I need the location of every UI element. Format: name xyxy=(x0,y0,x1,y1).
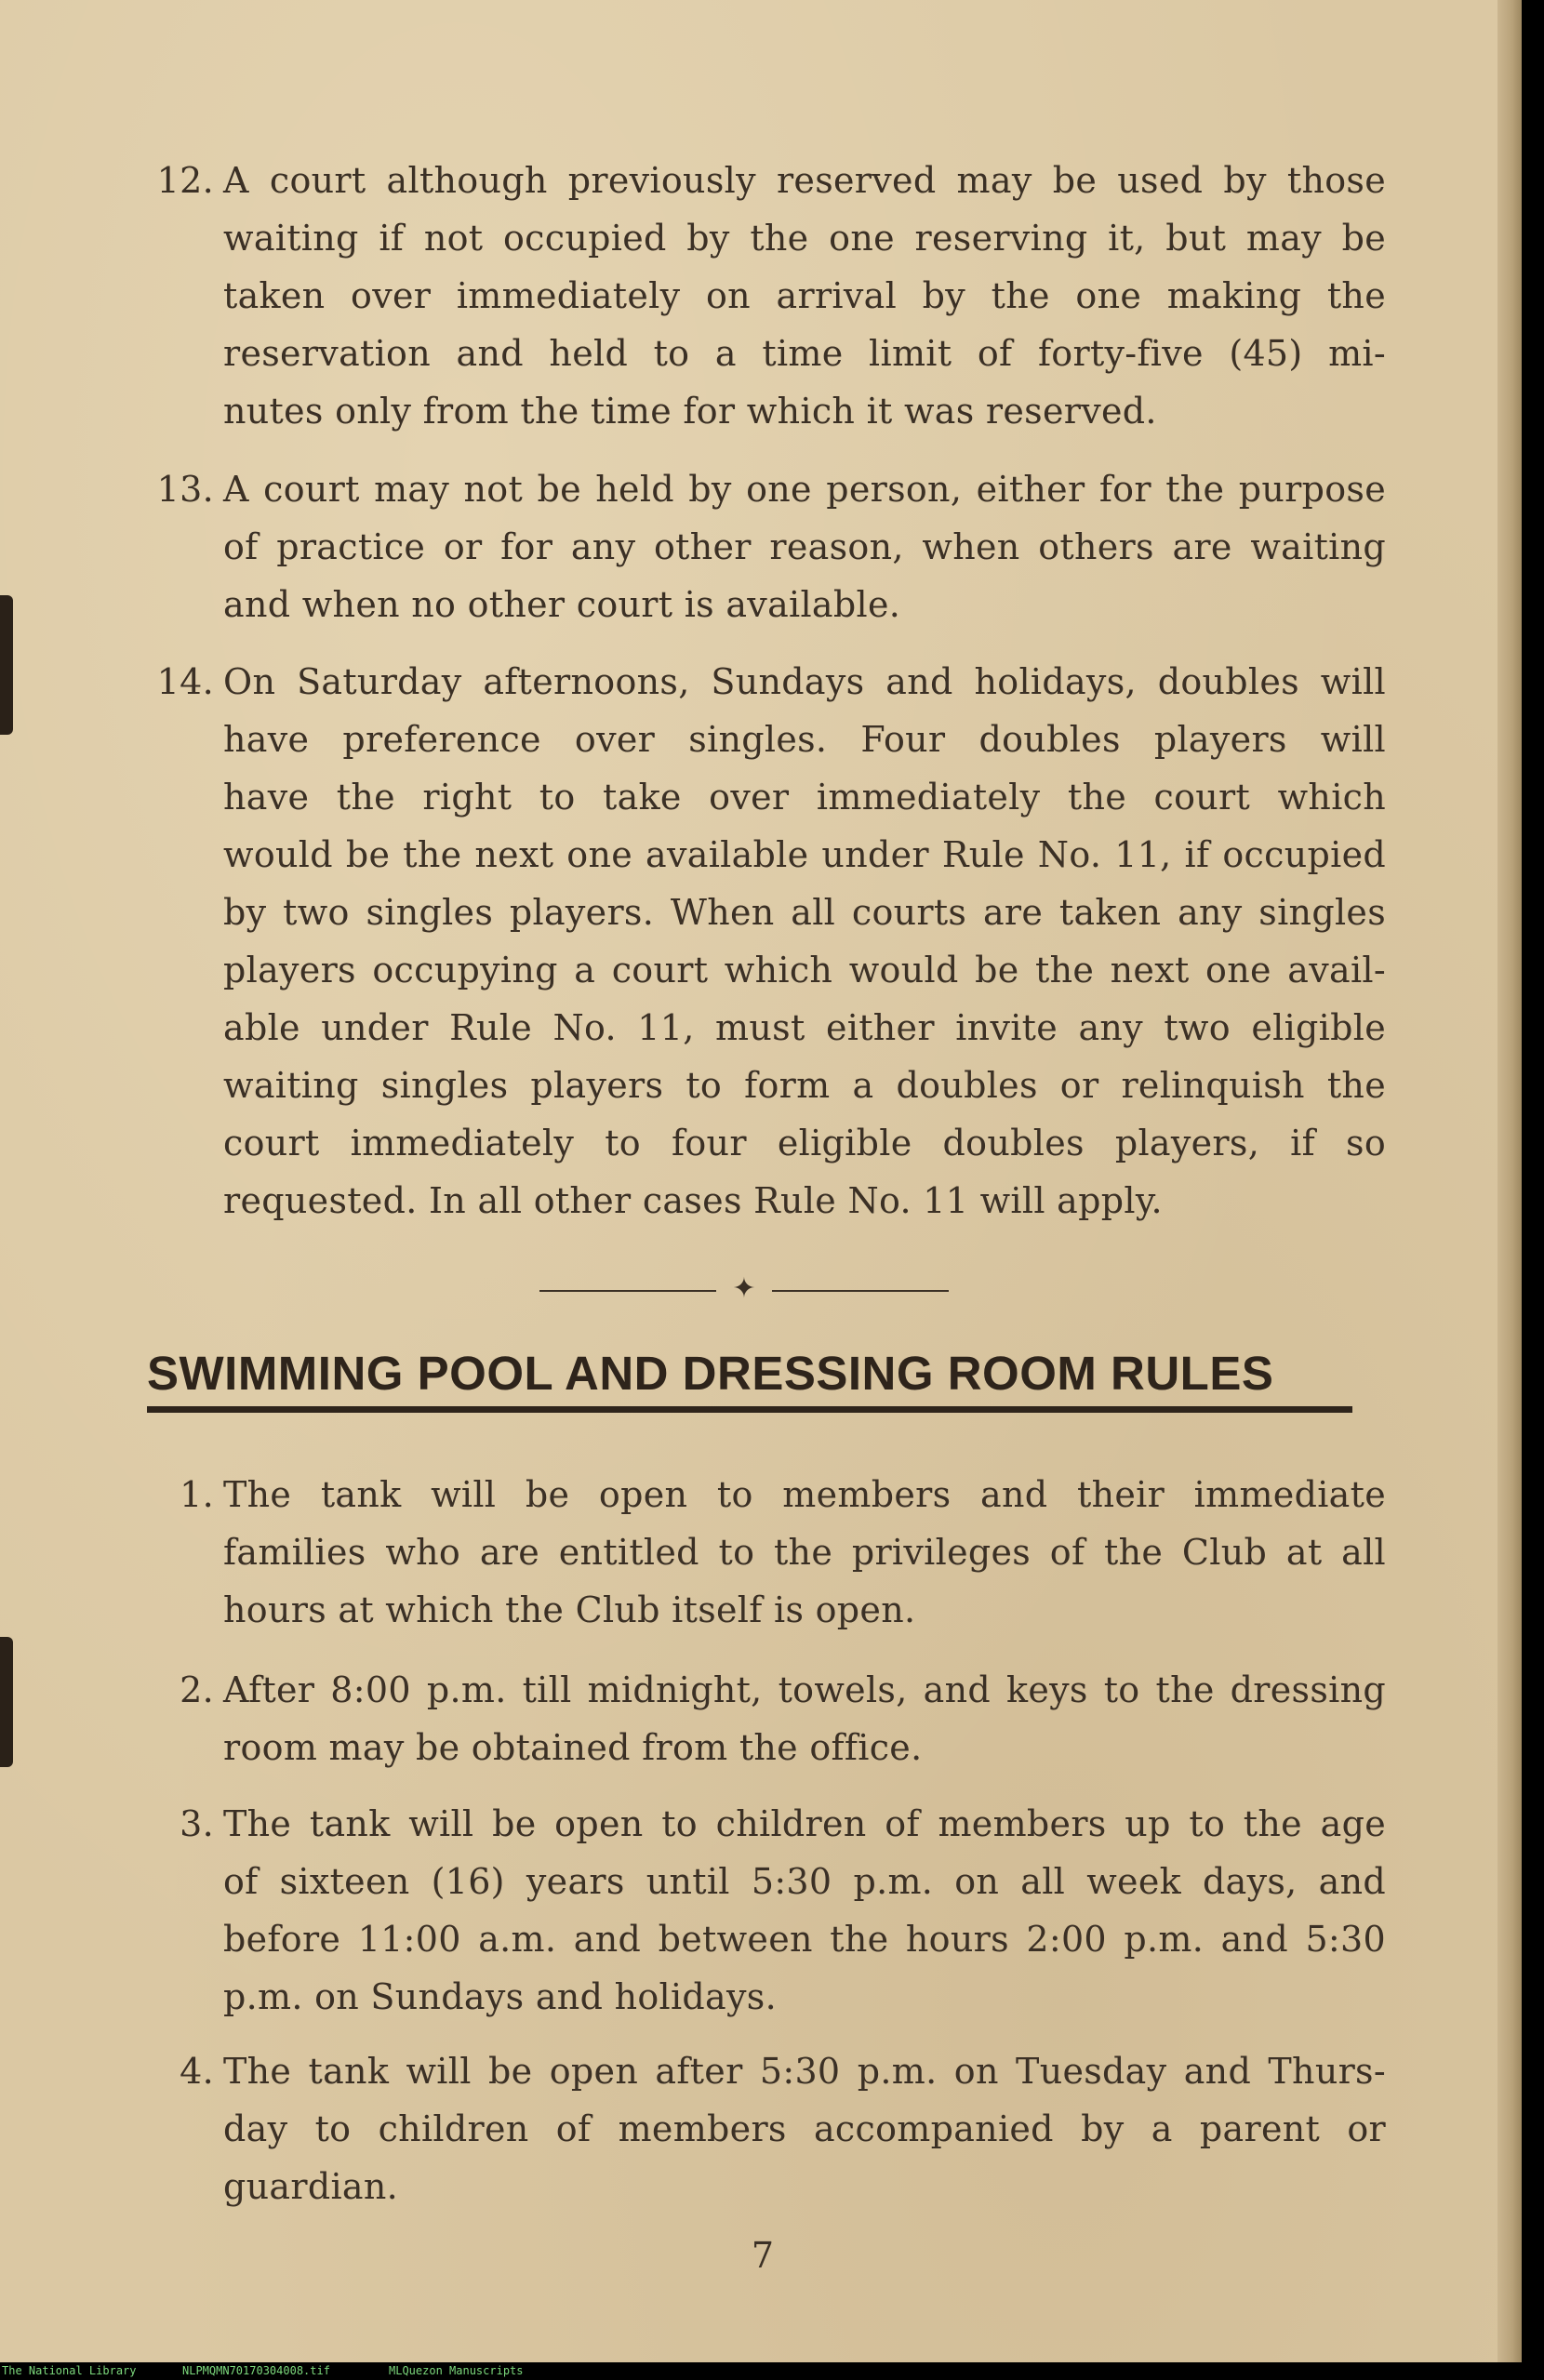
section-divider xyxy=(539,1274,949,1306)
swimming-rule-item-3 xyxy=(140,1795,1386,2026)
rule-line: by two singles players. When all courts are taken any singles xyxy=(223,892,1386,933)
rule-line: court immediately to four eligible doubles players, if so xyxy=(223,1123,1386,1163)
rule-line: On Saturday afternoons, Sundays and holidays, doubles will xyxy=(223,661,1386,702)
rule-line: waiting if not occupied by the one reserving it, but may be xyxy=(223,218,1386,259)
section-heading: SWIMMING POOL AND DRESSING ROOM RULES xyxy=(147,1347,1274,1400)
divider-line xyxy=(772,1290,949,1292)
rule-line: After 8:00 p.m. till midnight, towels, and keys to the dressing xyxy=(223,1669,1386,1710)
rule-number: 14. xyxy=(156,661,214,702)
rule-line: waiting singles players to form a doubles or relinquish the xyxy=(223,1065,1386,1106)
rule-number: 4. xyxy=(180,2051,214,2092)
swimming-rule-item-2 xyxy=(140,1661,1386,1776)
rule-line: would be the next one available under Rule No. 11, if occupied xyxy=(223,834,1386,875)
rule-text xyxy=(223,152,1386,440)
rule-text xyxy=(223,2042,1386,2215)
rule-line: of sixteen (16) years until 5:30 p.m. on all week days, and xyxy=(223,1861,1386,1902)
footer-filename: NLPMQMN70170304008.tif xyxy=(182,2364,330,2377)
rule-number: 13. xyxy=(156,469,214,510)
rule-line: A court may not be held by one person, either for the purpose xyxy=(223,469,1386,510)
rule-line: families who are entitled to the privileges of the Club at all xyxy=(223,1532,1386,1573)
binding-mark xyxy=(0,595,13,735)
rule-line: of practice or for any other reason, when others are waiting xyxy=(223,526,1386,567)
rule-number: 12. xyxy=(156,160,214,201)
rule-line: reservation and held to a time limit of forty-five (45) mi- xyxy=(223,333,1386,374)
footer-library: The National Library xyxy=(2,2364,137,2377)
rule-item-14 xyxy=(140,653,1386,1230)
rule-text xyxy=(223,1661,1386,1776)
rule-line: before 11:00 a.m. and between the hours 2:00 p.m. and 5:30 xyxy=(223,1919,1386,1960)
rule-number: 3. xyxy=(180,1803,214,1844)
rule-line: nutes only from the time for which it was reserved. xyxy=(223,391,1157,432)
rule-line: hours at which the Club itself is open. xyxy=(223,1589,916,1630)
rule-item-12 xyxy=(140,152,1386,440)
rule-line: The tank will be open to children of members up to the age xyxy=(223,1803,1386,1844)
rule-line: The tank will be open after 5:30 p.m. on Tuesday and Thurs- xyxy=(223,2051,1386,2092)
rule-line: and when no other court is available. xyxy=(223,584,901,625)
rule-line: room may be obtained from the office. xyxy=(223,1727,923,1768)
section-heading-underline xyxy=(147,1406,1352,1413)
rule-line: able under Rule No. 11, must either invite any two eligible xyxy=(223,1007,1386,1048)
swimming-rule-item-1 xyxy=(140,1466,1386,1639)
rule-text xyxy=(223,460,1386,633)
rule-line: have the right to take over immediately the court which xyxy=(223,777,1386,818)
swimming-rule-item-4 xyxy=(140,2042,1386,2215)
divider-ornament-icon: ✦ xyxy=(732,1272,756,1305)
binding-mark xyxy=(0,1637,13,1767)
page-number: 7 xyxy=(751,2235,775,2276)
rule-number: 2. xyxy=(180,1669,214,1710)
footer-collection: MLQuezon Manuscripts xyxy=(389,2364,524,2377)
rule-text xyxy=(223,653,1386,1230)
rule-line: requested. In all other cases Rule No. 11 will apply. xyxy=(223,1180,1163,1221)
rule-text xyxy=(223,1795,1386,2026)
rule-line: guardian. xyxy=(223,2166,399,2207)
rule-line: have preference over singles. Four doubles players will xyxy=(223,719,1386,760)
rule-line: day to children of members accompanied by a parent or xyxy=(223,2108,1386,2149)
rule-item-13 xyxy=(140,460,1386,633)
page-edge xyxy=(1497,0,1522,2362)
rule-line: The tank will be open to members and their immediate xyxy=(223,1474,1386,1515)
rule-line: players occupying a court which would be the next one avail- xyxy=(223,950,1386,991)
scan-footer xyxy=(0,2362,1544,2380)
rule-line: A court although previously reserved may be used by those xyxy=(223,160,1386,201)
rule-line: taken over immediately on arrival by the one making the xyxy=(223,275,1386,316)
rule-text xyxy=(223,1466,1386,1639)
rule-line: p.m. on Sundays and holidays. xyxy=(223,1976,777,2017)
divider-line xyxy=(539,1290,716,1292)
rule-number: 1. xyxy=(180,1474,214,1515)
